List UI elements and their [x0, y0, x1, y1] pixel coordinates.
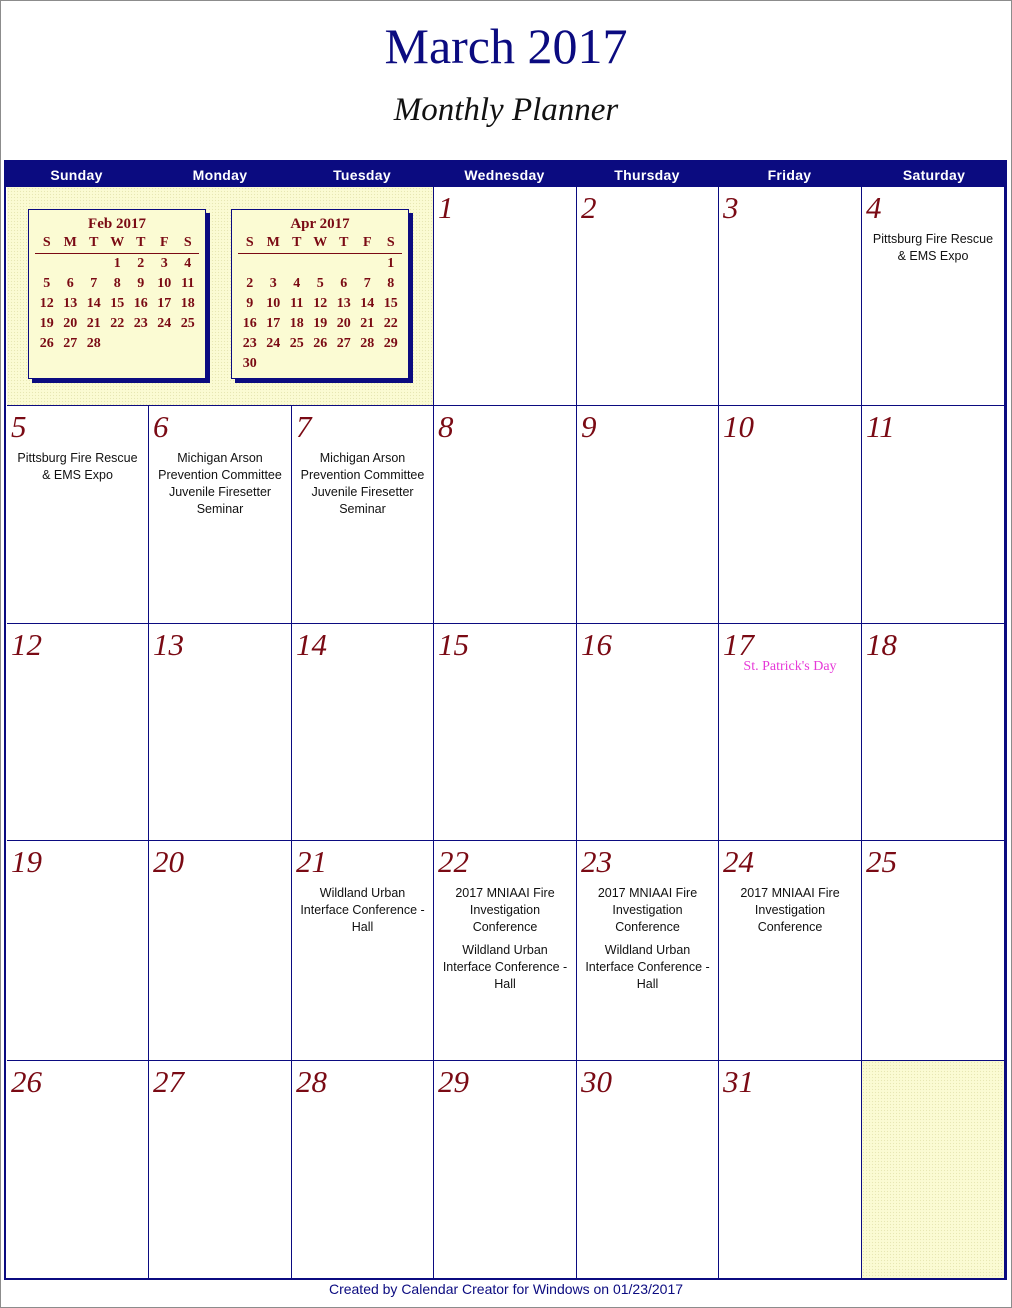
calendar-event[interactable]: Michigan Arson Prevention Committee Juvenile Firesetter Seminar [158, 451, 282, 516]
mini-day [35, 254, 59, 274]
mini-day [238, 254, 262, 274]
day-cell[interactable] [577, 624, 719, 841]
mini-day: 6 [66, 276, 74, 291]
mini-day [356, 254, 380, 274]
day-number: 9 [581, 409, 597, 444]
mini-day: 26 [39, 336, 54, 351]
mini-calendar-title: Apr 2017 [290, 216, 350, 232]
mini-calendar-week [35, 274, 205, 294]
mini-day: 15 [110, 296, 125, 311]
mini-day: 12 [39, 296, 54, 311]
mini-day: 24 [266, 336, 281, 351]
leading-blank-cell [7, 187, 434, 406]
mini-day [262, 354, 286, 374]
mini-day: 24 [157, 316, 172, 331]
mini-day: 10 [266, 296, 281, 311]
day-cell[interactable] [434, 187, 577, 406]
day-number: 21 [296, 844, 327, 879]
mini-day: 15 [383, 296, 398, 311]
day-number: 11 [866, 409, 895, 444]
mini-calendar-title: Feb 2017 [88, 216, 146, 232]
mini-day: 22 [110, 316, 125, 331]
holiday-label: St. Patrick's Day [743, 659, 837, 674]
mini-dow-label: T [292, 235, 302, 250]
mini-day: 21 [86, 316, 101, 331]
mini-dow-label: S [386, 235, 395, 250]
mini-calendar-week [238, 334, 408, 354]
calendar-event[interactable]: Pittsburg Fire Rescue & EMS Expo [17, 451, 138, 482]
day-events [292, 450, 433, 524]
mini-calendar [28, 209, 206, 379]
mini-day: 25 [180, 316, 195, 331]
mini-day: 8 [387, 276, 395, 291]
calendar-event[interactable]: 2017 MNIAAI Fire Investigation Conference [455, 886, 555, 934]
day-events [577, 885, 718, 999]
mini-day: 11 [290, 296, 304, 311]
calendar-event[interactable]: Michigan Arson Prevention Committee Juvenile Firesetter Seminar [300, 451, 425, 516]
day-cell[interactable] [434, 624, 577, 841]
mini-day: 13 [336, 296, 351, 311]
mini-day [262, 254, 286, 274]
day-cell[interactable] [577, 841, 719, 1061]
mini-day: 1 [113, 256, 121, 271]
day-number: 15 [438, 627, 469, 662]
calendar-event[interactable]: 2017 MNIAAI Fire Investigation Conference [597, 886, 698, 934]
calendar-grid [7, 187, 1005, 1279]
day-events [719, 885, 861, 942]
day-events [292, 885, 433, 942]
day-cell[interactable] [719, 406, 862, 624]
day-number: 20 [153, 844, 184, 879]
weekday-wednesday: Wednesday [464, 167, 545, 183]
mini-day: 20 [336, 316, 351, 331]
mini-dow-label: T [89, 235, 99, 250]
day-number: 30 [581, 1064, 612, 1099]
mini-day: 14 [86, 296, 101, 311]
day-cell[interactable] [292, 1061, 434, 1279]
mini-day: 20 [63, 316, 78, 331]
mini-day: 10 [157, 276, 172, 291]
mini-dow-label: S [183, 235, 192, 250]
day-number: 7 [296, 409, 312, 444]
mini-day: 16 [133, 296, 148, 311]
mini-day [59, 254, 83, 274]
day-number: 14 [296, 627, 327, 662]
day-number: 8 [438, 409, 454, 444]
day-events [434, 885, 576, 999]
calendar-event[interactable]: Wildland Urban Interface Conference - Hall [300, 886, 425, 934]
weekday-thursday: Thursday [614, 167, 680, 183]
day-cell[interactable] [292, 841, 434, 1061]
mini-day: 1 [387, 256, 395, 271]
mini-day: 23 [133, 316, 148, 331]
mini-day [176, 334, 200, 354]
mini-day: 6 [340, 276, 348, 291]
mini-dow-label: F [159, 235, 169, 250]
day-events [149, 450, 291, 524]
day-cell[interactable] [862, 624, 1005, 841]
mini-day [82, 254, 106, 274]
day-cell[interactable] [719, 624, 862, 841]
mini-day [332, 254, 356, 274]
day-cell[interactable] [149, 1061, 292, 1279]
day-cell[interactable] [292, 406, 434, 624]
day-cell[interactable] [577, 187, 719, 406]
day-cell[interactable] [577, 406, 719, 624]
mini-day: 12 [313, 296, 328, 311]
mini-day: 27 [63, 336, 78, 351]
weekday-sunday: Sunday [50, 167, 103, 183]
mini-calendar-week [238, 314, 408, 334]
day-cell[interactable] [434, 406, 577, 624]
mini-calendar-week [35, 254, 205, 274]
day-number: 10 [723, 409, 754, 444]
mini-day: 18 [180, 296, 195, 311]
day-cell[interactable] [719, 1061, 862, 1279]
mini-day: 5 [43, 276, 51, 291]
day-number: 28 [296, 1064, 327, 1099]
mini-day: 9 [137, 276, 145, 291]
day-number: 25 [866, 844, 897, 879]
day-cell[interactable] [719, 187, 862, 406]
day-cell[interactable] [577, 1061, 719, 1279]
mini-dow-label: T [339, 235, 349, 250]
weekday-friday: Friday [767, 167, 812, 183]
day-cell[interactable] [149, 841, 292, 1061]
mini-dow-label: W [110, 235, 125, 250]
mini-day: 2 [137, 256, 145, 271]
mini-day: 19 [39, 316, 54, 331]
day-number: 6 [153, 409, 169, 444]
calendar-event[interactable]: Wildland Urban Interface Conference - Hall [442, 943, 568, 991]
mini-day [379, 354, 403, 374]
mini-calendar-week [238, 294, 408, 314]
mini-dow-label: M [63, 235, 77, 250]
day-cell[interactable] [149, 406, 292, 624]
mini-day: 25 [289, 336, 304, 351]
mini-day: 7 [363, 276, 371, 291]
weekday-saturday: Saturday [902, 167, 966, 183]
mini-calendar-week [35, 334, 205, 354]
mini-day: 4 [293, 276, 301, 291]
mini-day: 3 [160, 256, 168, 271]
mini-day: 21 [360, 316, 375, 331]
day-cell[interactable] [434, 841, 577, 1061]
mini-dow-label: S [42, 235, 51, 250]
calendar-event[interactable]: Wildland Urban Interface Conference - Hall [585, 943, 710, 991]
mini-day: 3 [269, 276, 277, 291]
mini-day: 23 [242, 336, 257, 351]
day-number: 17 [723, 627, 754, 662]
day-number: 13 [153, 627, 184, 662]
day-number: 1 [438, 190, 454, 225]
mini-day: 19 [313, 316, 328, 331]
mini-day [356, 354, 380, 374]
mini-day: 28 [360, 336, 375, 351]
mini-day: 17 [266, 316, 281, 331]
day-events [7, 450, 148, 490]
mini-dow-label: M [266, 235, 280, 250]
mini-day: 29 [383, 336, 398, 351]
mini-day: 17 [157, 296, 172, 311]
day-cell[interactable] [862, 187, 1005, 406]
mini-day: 2 [246, 276, 254, 291]
day-cell[interactable] [7, 406, 149, 624]
mini-day: 28 [86, 336, 101, 351]
day-cell[interactable] [149, 624, 292, 841]
mini-day: 18 [289, 316, 304, 331]
footer-credit: Created by Calendar Creator for Windows on 01/23/2017 [328, 1281, 684, 1297]
mini-calendar-week [35, 294, 205, 314]
mini-day [129, 334, 153, 354]
day-number: 26 [11, 1064, 42, 1099]
mini-day: 30 [242, 356, 257, 371]
day-cell[interactable] [7, 841, 149, 1061]
day-number: 23 [581, 844, 612, 879]
mini-day: 13 [63, 296, 78, 311]
day-number: 19 [11, 844, 42, 879]
mini-day [285, 254, 309, 274]
mini-day [285, 354, 309, 374]
mini-calendar-dow [238, 233, 402, 254]
page-subtitle: Monthly Planner [393, 92, 619, 128]
mini-calendar-week [238, 274, 408, 294]
weekday-monday: Monday [192, 167, 248, 183]
mini-day [309, 254, 333, 274]
mini-day: 4 [184, 256, 192, 271]
day-events [719, 659, 861, 681]
day-events [862, 231, 1004, 271]
day-number: 29 [438, 1064, 469, 1099]
day-cell[interactable] [292, 624, 434, 841]
calendar-event[interactable]: Pittsburg Fire Rescue & EMS Expo [872, 232, 994, 263]
mini-day [153, 334, 177, 354]
day-cell[interactable] [7, 1061, 149, 1279]
weekday-tuesday: Tuesday [333, 167, 391, 183]
mini-dow-label: T [136, 235, 146, 250]
day-cell[interactable] [862, 406, 1005, 624]
mini-day: 8 [113, 276, 121, 291]
mini-day [106, 334, 130, 354]
mini-day: 9 [246, 296, 254, 311]
mini-calendar-dow [35, 233, 199, 254]
day-number: 3 [723, 190, 739, 225]
day-number: 18 [866, 627, 897, 662]
mini-day [309, 354, 333, 374]
day-number: 12 [11, 627, 42, 662]
day-cell[interactable] [862, 841, 1005, 1061]
mini-day: 11 [181, 276, 195, 291]
weekday-header [4, 163, 1007, 187]
trailing-blank-cell [862, 1061, 1005, 1279]
day-number: 24 [723, 844, 754, 879]
mini-day: 5 [316, 276, 324, 291]
mini-calendar-week [35, 314, 205, 334]
mini-dow-label: S [245, 235, 254, 250]
day-cell[interactable] [719, 841, 862, 1061]
day-number: 4 [866, 190, 882, 225]
day-number: 2 [581, 190, 597, 225]
page-title: March 2017 [384, 18, 628, 74]
mini-day: 16 [242, 316, 257, 331]
mini-day [332, 354, 356, 374]
mini-day: 22 [383, 316, 398, 331]
mini-day: 7 [90, 276, 98, 291]
calendar-event[interactable]: 2017 MNIAAI Fire Investigation Conference [740, 886, 840, 934]
mini-calendar [231, 209, 409, 379]
day-number: 16 [581, 627, 612, 662]
day-cell[interactable] [434, 1061, 577, 1279]
mini-dow-label: F [362, 235, 372, 250]
day-number: 22 [438, 844, 469, 879]
mini-day: 27 [336, 336, 351, 351]
day-number: 5 [11, 409, 27, 444]
day-number: 27 [153, 1064, 184, 1099]
day-cell[interactable] [7, 624, 149, 841]
mini-calendar-week [238, 254, 408, 274]
mini-dow-label: W [313, 235, 328, 250]
mini-calendar-week [238, 354, 408, 374]
mini-day: 14 [360, 296, 375, 311]
mini-day: 26 [313, 336, 328, 351]
day-number: 31 [723, 1064, 754, 1099]
